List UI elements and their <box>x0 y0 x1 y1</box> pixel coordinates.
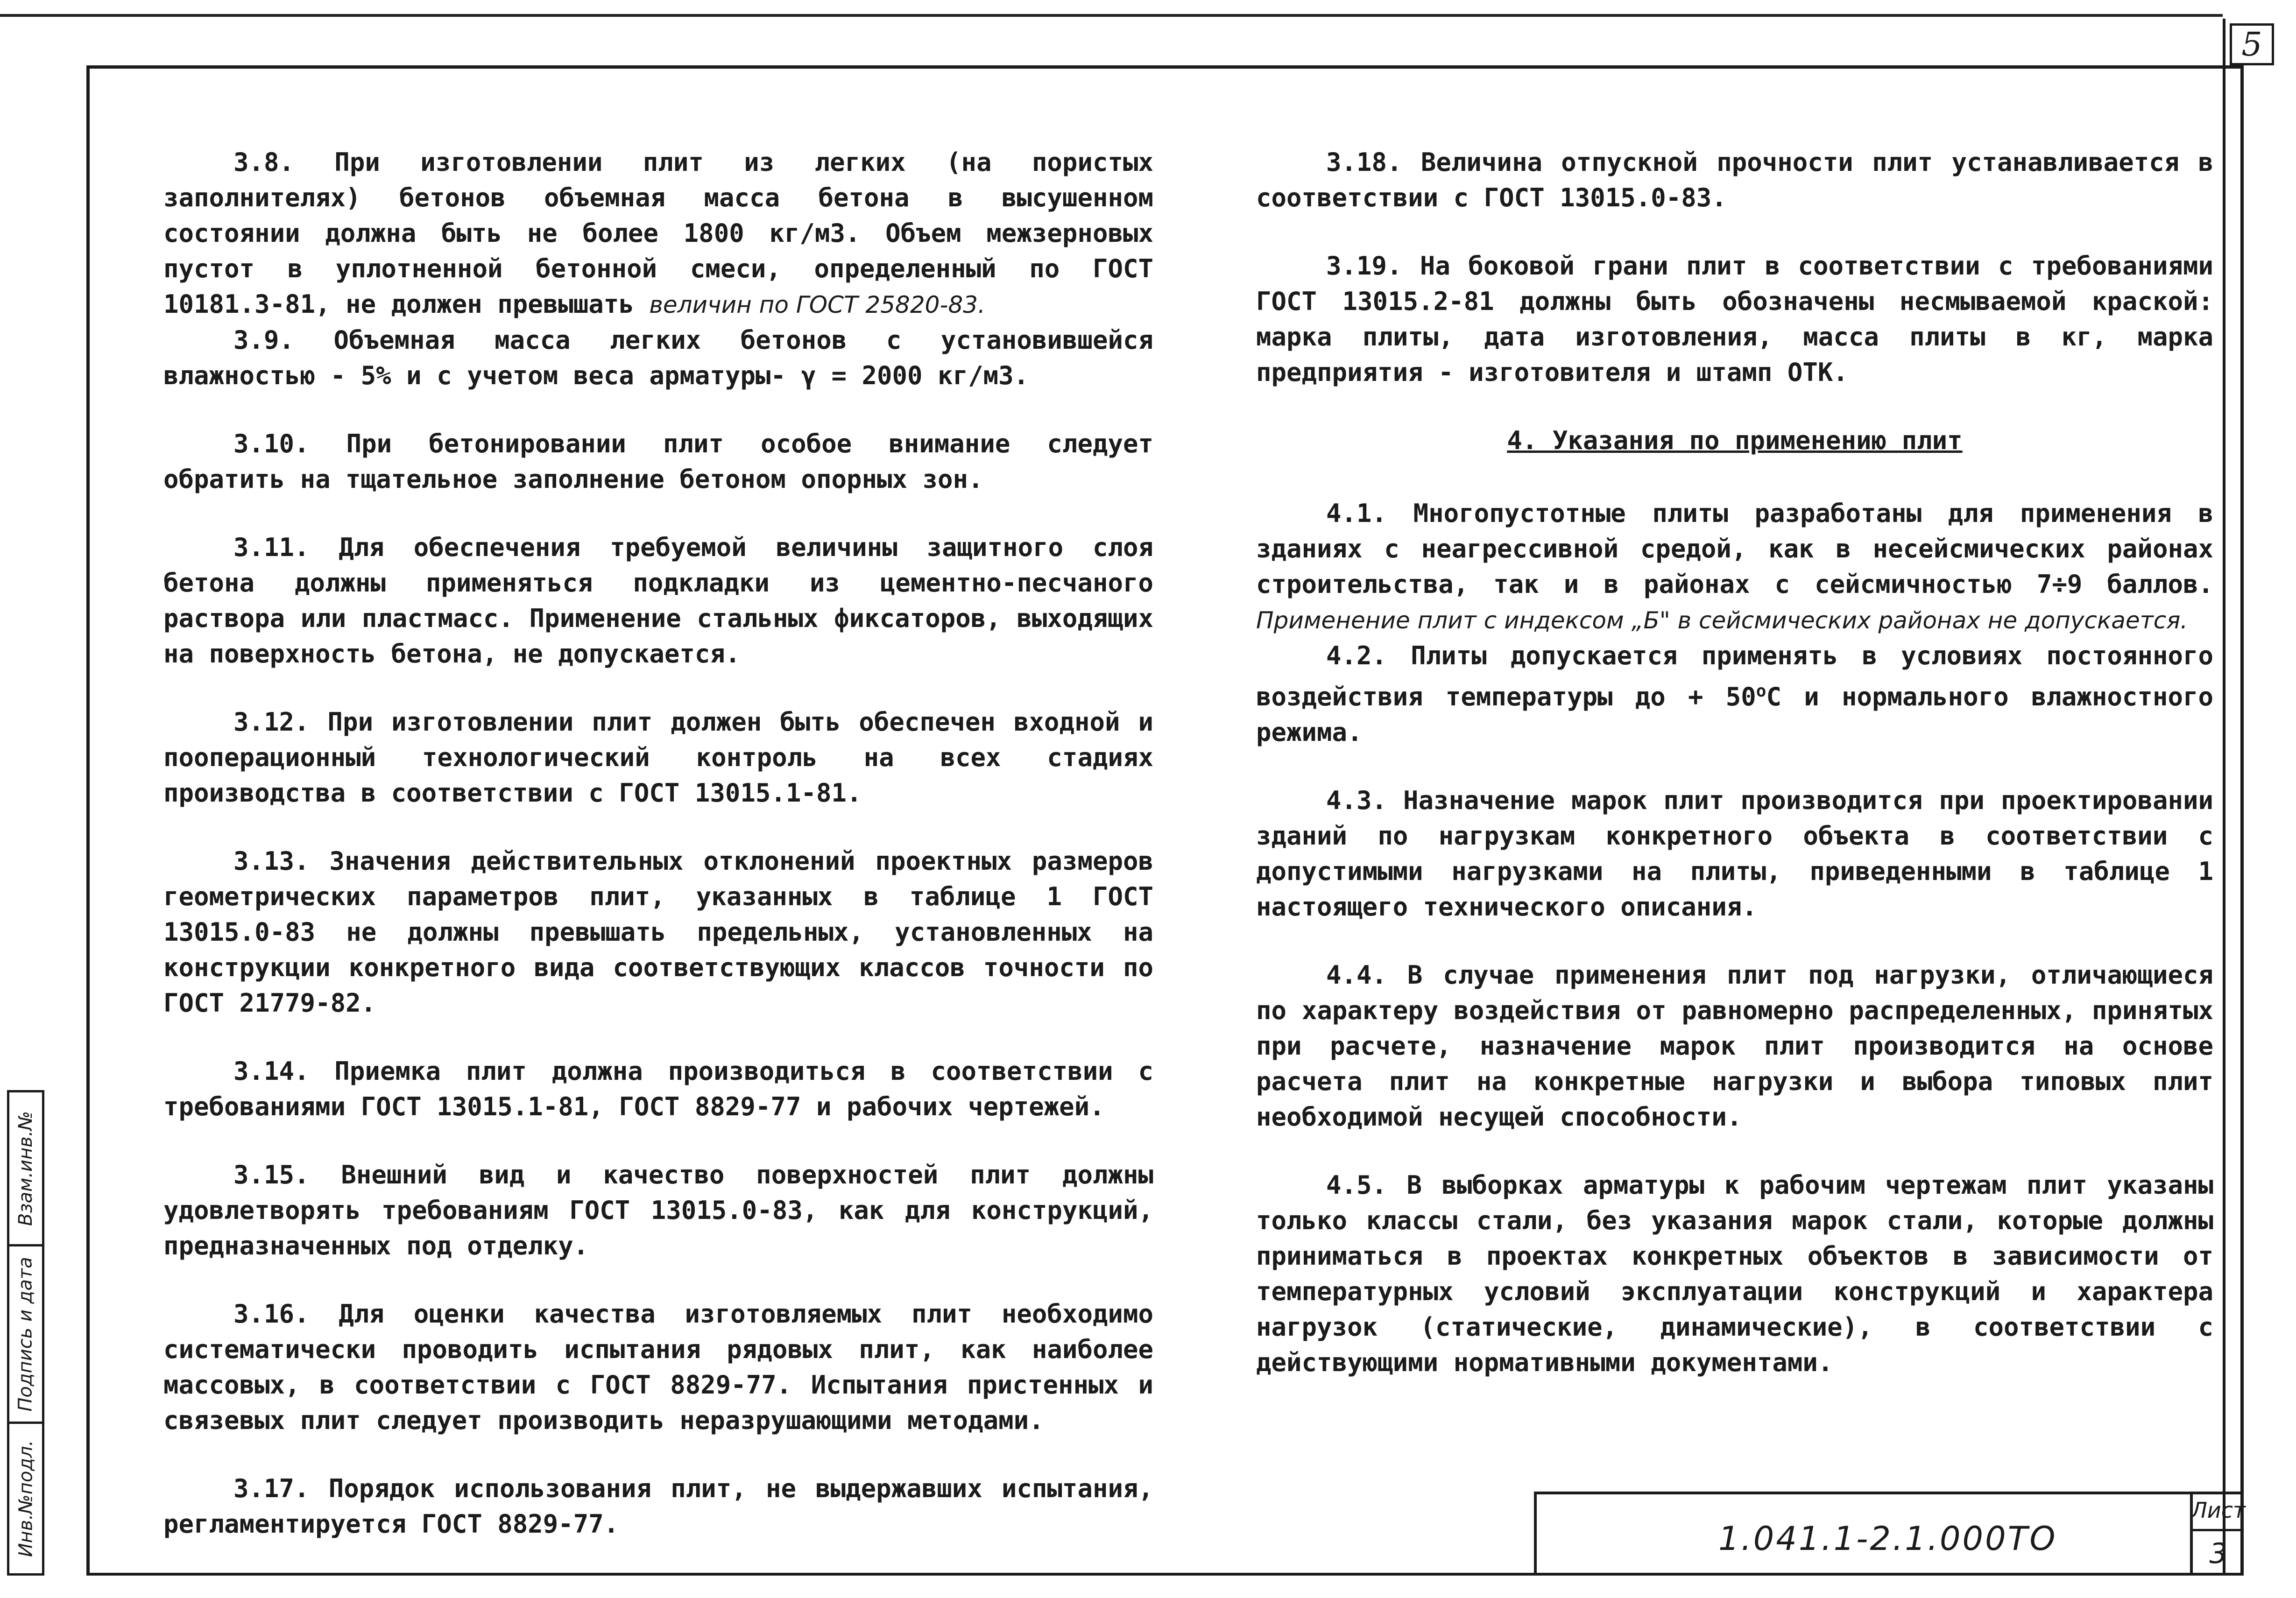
section-heading: 4. Указания по применению плит <box>1507 426 1963 455</box>
paragraph-3-17: 3.17. Порядок использования плит, не выдержавших испытания, регламентируется ГОСТ 8829-77. <box>163 1474 1153 1539</box>
paragraph-4-3: 4.3. Назначение марок плит производится при проектировании зданий по нагрузкам конкретного объекта в соответствии с допустимыми нагрузками на плиты, приведенными в таблице 1 настоящего технического описания. <box>1256 786 2213 922</box>
strip-label-signature-date: Подпись и дата <box>15 1256 37 1412</box>
paragraph-3-9: 3.9. Объемная масса легких бетонов с установившейся влажностью - 5% и с учетом веса арматуры- γ = 2000 кг/м3. <box>163 325 1153 390</box>
strip-cell-replacement-inv <box>9 1092 42 1246</box>
paragraph-3-15: 3.15. Внешний вид и качество поверхностей плит должны удовлетворять требованиям ГОСТ 13015.0-83, как для конструкций, предназначенных под отделку. <box>163 1160 1153 1260</box>
paragraph-3-12: 3.12. При изготовлении плит должен быть обеспечен входной и пооперационный технологический контроль на всех стадиях производства в соответствии с ГОСТ 13015.1-81. <box>163 707 1153 808</box>
corner-margin <box>2223 19 2279 1573</box>
paragraph-3-16: 3.16. Для оценки качества изготовляемых плит необходимо систематически проводить испытания рядовых плит, как наиболее массовых, в соответствии с ГОСТ 8829-77. Испытания пристенных и связевых плит следует производить неразрушающими методами. <box>163 1299 1153 1435</box>
paragraph-3-8-text: 3.8. При изготовлении плит из легких (на пористых заполнителях) бетонов объемная масса бетона в высушенном состоянии должна быть не более 1800 кг/м3. Объем межзерновых пустот в уплотненной бетонной смеси, определенный по ГОСТ 10181.3-81, не должен превышать <box>163 148 1153 319</box>
strip-label-inv-original: Инв.№подл. <box>15 1440 36 1557</box>
paragraph-3-14: 3.14. Приемка плит должна производиться в соответствии с требованиями ГОСТ 13015.1-81, ГОСТ 8829-77 и рабочих чертежей. <box>163 1056 1153 1121</box>
paragraph-4-1 <box>1256 496 2213 638</box>
sheet-number: 3 <box>2190 1531 2244 1576</box>
paragraph-3-8 <box>163 145 1153 323</box>
strip-cell-signature-date <box>9 1246 42 1424</box>
paragraph-3-19: 3.19. На боковой грани плит в соответствии с требованиями ГОСТ 13015.2-81 должны быть обозначены несмываемой краской: марка плиты, дата изготовления, масса плиты в кг, марка предприятия - изготовителя и штамп ОТК. <box>1256 251 2213 387</box>
paragraph-4-2-text-b: С и нормального влажностного режима. <box>1256 682 2213 747</box>
document-code: 1.041.1-2.1.000ТО <box>1718 1520 2057 1558</box>
left-text-column <box>163 145 1153 1575</box>
paragraph-4-5: 4.5. В выборках арматуры к рабочим чертежам плит указаны только классы стали, без указания марок стали, которые должны приниматься в проектах конкретных объектов в зависимости от температурных условий эксплуатации конструкций и характера нагрузок (статические, динамические), в соответствии с действующими нормативными документами. <box>1256 1170 2213 1377</box>
paragraph-3-8-handwritten-addition: величин по ГОСТ 25820-83. <box>649 291 986 318</box>
paragraph-3-13: 3.13. Значения действительных отклонений проектных размеров геометрических параметров плит, указанных в таблице 1 ГОСТ 13015.0-83 не должны превышать предельных, установленных на конструкции конкретного вида соответствующих классов точности по ГОСТ 21779-82. <box>163 846 1153 1018</box>
corner-page-number: 5 <box>2230 23 2274 65</box>
paragraph-4-2 <box>1256 638 2213 750</box>
paragraph-3-18: 3.18. Величина отпускной прочности плит устанавливается в соответствии с ГОСТ 13015.0-83. <box>1256 148 2213 212</box>
right-text-column <box>1256 145 2213 1413</box>
paragraph-3-11: 3.11. Для обеспечения требуемой величины защитного слоя бетона должны применяться подкладки из цементно-песчаного раствора или пластмасс. Применение стальных фиксаторов, выходящих на поверхность бетона, не допускается. <box>163 533 1153 669</box>
paragraph-4-4: 4.4. В случае применения плит под нагрузки, отличающиеся по характеру воздействия от равномерно распределенных, принятых при расчете, назначение марок плит производится на основе расчета плит на конкретные нагрузки и выбора типовых плит необходимой несущей способности. <box>1256 960 2213 1132</box>
approval-side-strip <box>7 1090 44 1576</box>
strip-label-replacement-inv: Взам.инв.№ <box>15 1111 36 1226</box>
top-border-line <box>0 14 2223 17</box>
paragraph-4-2-text-a: 4.2. Плиты допускается применять в условиях постоянного воздействия температуры до + 50 <box>1256 641 2213 711</box>
paragraph-4-1-text: 4.1. Многопустотные плиты разработаны для применения в зданиях с неагрессивной средой, как в несейсмических районах строительства, так и в районах с сейсмичностью 7÷9 баллов. <box>1256 499 2213 599</box>
sheet-label: Лист <box>2190 1492 2244 1531</box>
paragraph-4-1-handwritten-addition: Применение плит с индексом „Б" в сейсмических районах не допускается. <box>1256 607 2188 634</box>
strip-cell-inv-original <box>9 1424 42 1573</box>
paragraph-3-10: 3.10. При бетонировании плит особое внимание следует обратить на тщательное заполнение бетоном опорных зон. <box>163 429 1153 494</box>
degree-superscript: о <box>1756 682 1766 701</box>
